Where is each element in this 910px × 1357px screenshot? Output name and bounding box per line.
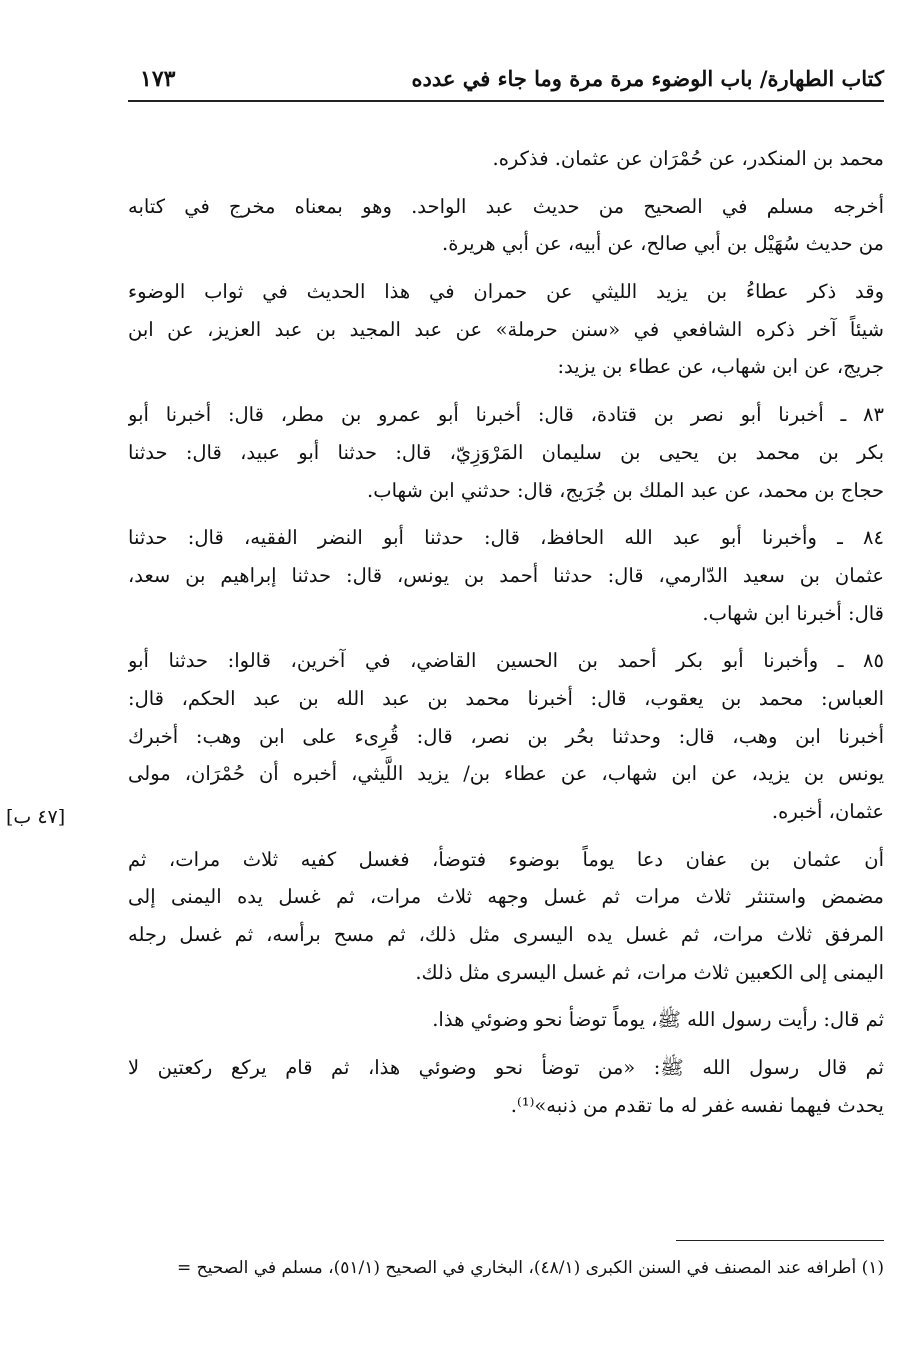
text-line: يونس بن يزيد، عن ابن شهاب، عن عطاء بن/ يزيد اللَّيثي، أخبره أن حُمْرَان، مولى bbox=[128, 762, 884, 786]
footnote-divider bbox=[676, 1240, 884, 1241]
text-line: ٨٥ ـ وأخبرنا أبو بكر أحمد بن الحسين القاضي، في آخرين، قالوا: حدثنا أبو bbox=[128, 649, 884, 673]
text-line: حجاج بن محمد، عن عبد الملك بن جُرَيج، قال: حدثني ابن شهاب. bbox=[367, 478, 884, 502]
text-line: قال: أخبرنا ابن شهاب. bbox=[702, 601, 884, 625]
paragraph bbox=[128, 188, 884, 263]
paragraph bbox=[128, 841, 884, 992]
text-line: محمد بن المنكدر، عن حُمْرَان عن عثمان. فذكره. bbox=[492, 147, 884, 170]
paragraph-hadith-83 bbox=[128, 396, 884, 509]
text-line: اليمنى إلى الكعبين ثلاث مرات، ثم غسل اليسرى مثل ذلك. bbox=[415, 960, 884, 984]
page-header bbox=[128, 56, 884, 102]
text-line: ٨٤ ـ وأخبرنا أبو عبد الله الحافظ، قال: حدثنا أبو النضر الفقيه، قال: حدثنا bbox=[128, 526, 884, 550]
text-line: شيئاً آخر ذكره الشافعي في «سنن حرملة» عن عبد المجيد بن عبد العزيز، عن ابن bbox=[128, 317, 884, 341]
text-line: المرفق ثلاث مرات، ثم غسل يده اليسرى مثل ذلك، ثم مسح برأسه، ثم غسل رجله bbox=[128, 923, 884, 947]
text-line: ثم قال: رأيت رسول الله ﷺ، يوماً توضأ نحو وضوئي هذا. bbox=[432, 1008, 884, 1032]
text-line: أخرجه مسلم في الصحيح من حديث عبد الواحد. وهو بمعناه مخرج في كتابه bbox=[128, 194, 884, 218]
paragraph bbox=[128, 273, 884, 386]
running-title: كتاب الطهارة/ باب الوضوء مرة مرة وما جاء في عدده bbox=[411, 66, 884, 91]
text-line: يحدث فيهما نفسه غفر له ما تقدم من ذنبه»⁽¹⁾. bbox=[510, 1093, 884, 1117]
text-line: عثمان بن سعيد الدّارمي، قال: حدثنا أحمد بن يونس، قال: حدثنا إبراهيم بن سعد، bbox=[128, 563, 884, 587]
text-line: ثم قال رسول الله ﷺ: «من توضأ نحو وضوئي هذا، ثم قام يركع ركعتين لا bbox=[128, 1056, 884, 1080]
paragraph-hadith-84 bbox=[128, 519, 884, 632]
text-line: ٨٣ ـ أخبرنا أبو نصر بن قتادة، قال: أخبرنا أبو عمرو بن مطر، قال: أخبرنا أبو bbox=[128, 403, 884, 427]
text-line: مضمض واستنثر ثلاث مرات ثم غسل وجهه ثلاث مرات، ثم غسل يده اليمنى إلى bbox=[128, 885, 884, 909]
page-number: ١٧٣ bbox=[140, 66, 176, 92]
text-line: بكر بن محمد بن يحيى بن سليمان المَرْوَزِيّ، قال: حدثنا أبو عبيد، قال: حدثنا bbox=[128, 440, 884, 464]
text-line: عثمان، أخبره. bbox=[771, 800, 884, 823]
main-text bbox=[128, 140, 884, 1125]
text-line: من حديث سُهَيْل بن أبي صالح، عن أبيه، عن أبي هريرة. bbox=[442, 232, 884, 256]
manuscript-folio-marker: [٤٧ ب] bbox=[6, 806, 66, 828]
paragraph bbox=[128, 1049, 884, 1124]
paragraph bbox=[128, 1001, 884, 1039]
text-line: أخبرنا ابن وهب، قال: وحدثنا بحُر بن نصر، قال: قُرِىء على ابن وهب: أخبرك bbox=[128, 724, 884, 748]
text-line: أن عثمان بن عفان دعا يوماً بوضوء فتوضأ، فغسل كفيه ثلاث مرات، ثم bbox=[128, 847, 884, 871]
paragraph bbox=[128, 140, 884, 178]
paragraph-hadith-85 bbox=[128, 642, 884, 830]
text-line: جريج، عن ابن شهاب، عن عطاء بن يزيد: bbox=[557, 355, 884, 379]
text-line: العباس: محمد بن يعقوب، قال: أخبرنا محمد بن عبد الله بن عبد الحكم، قال: bbox=[128, 686, 884, 710]
text-line: وقد ذكر عطاءُ بن يزيد الليثي عن حمران في هذا الحديث في ثواب الوضوء bbox=[128, 280, 884, 304]
footnote: (١) أطرافه عند المصنف في السنن الكبرى (٤٨/١)، البخاري في الصحيح (٥١/١)، مسلم في الصحيح = bbox=[177, 1258, 884, 1278]
